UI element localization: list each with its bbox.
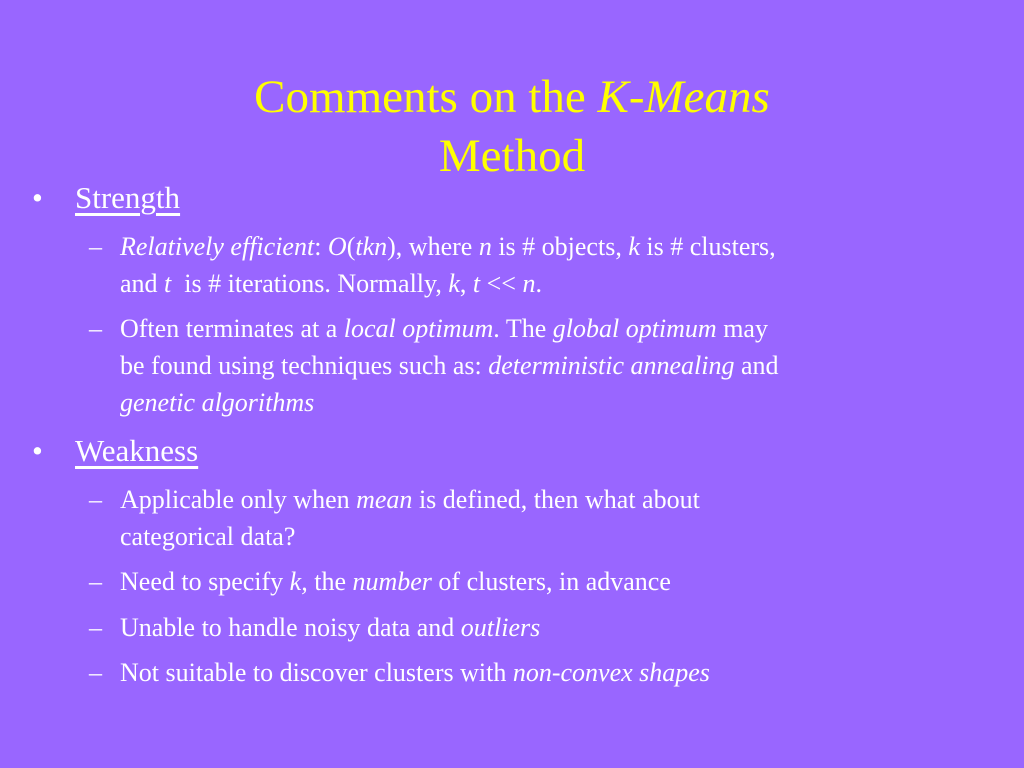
sub-dash: – (89, 232, 102, 261)
bullet-strength-heading: Strength (75, 180, 181, 215)
text-line (120, 265, 988, 302)
text-run: ), where (387, 232, 479, 261)
text-run: local optimum (343, 314, 494, 343)
strength-item-optimum-text (120, 310, 988, 421)
sub-dash: – (89, 485, 102, 514)
text-run: categorical data? (120, 522, 296, 551)
text-run: k, (289, 567, 308, 596)
sub-dash: – (89, 658, 102, 687)
text-run: be found using techniques such as: (120, 351, 489, 380)
title-line-2: Method (438, 130, 586, 182)
text-run: is # iterations. Normally, (171, 269, 449, 298)
weakness-item-mean-text (120, 481, 988, 555)
text-line (120, 384, 988, 421)
text-run: mean (356, 485, 413, 514)
strength-item-efficiency-text (120, 228, 988, 302)
sub-dash: – (89, 314, 102, 343)
sub-dash: – (89, 613, 102, 642)
title-line-1 (0, 68, 1024, 127)
bullet-dot: • (32, 180, 43, 215)
text-run: deterministic annealing (488, 351, 735, 380)
text-line (120, 481, 988, 518)
text-run: Often terminates at a (120, 314, 344, 343)
text-run: genetic algorithms (120, 388, 315, 417)
text-run: the (307, 567, 353, 596)
title-italic-text: K-Means (597, 71, 770, 123)
sub-dash: – (89, 567, 102, 596)
text-run: and (734, 351, 779, 380)
weakness-item-noise-text (120, 609, 988, 646)
text-run: Not suitable to discover clusters with (120, 658, 513, 687)
bullet-dot: • (32, 433, 43, 468)
text-line (120, 609, 988, 646)
text-run: . The (493, 314, 553, 343)
text-run: n (522, 269, 536, 298)
text-line (120, 563, 988, 600)
text-run: , (459, 269, 473, 298)
text-run: t (472, 269, 481, 298)
text-line (120, 228, 988, 265)
text-run: Need to specify (120, 567, 290, 596)
text-line (120, 518, 988, 555)
bullet-weakness-heading: Weakness (75, 433, 199, 468)
text-run: k (628, 232, 640, 261)
text-run: is # objects, (491, 232, 629, 261)
text-run: n (478, 232, 492, 261)
slide-title (0, 68, 1024, 186)
text-run: t (164, 269, 172, 298)
text-run: Unable to handle noisy data and (120, 613, 461, 642)
text-run: . (535, 269, 542, 298)
text-run: outliers (460, 613, 541, 642)
weakness-item-k-text (120, 563, 988, 600)
text-run: is # clusters, (639, 232, 776, 261)
text-run: number (352, 567, 432, 596)
text-run: ( (346, 232, 356, 261)
title-text: Comments on the (254, 71, 598, 123)
text-run: global optimum (552, 314, 717, 343)
text-line (120, 310, 988, 347)
text-run: non-convex shapes (512, 658, 710, 687)
text-run: is defined, then what about (412, 485, 700, 514)
text-line (120, 347, 988, 384)
text-run: of clusters, in advance (431, 567, 671, 596)
text-run: tkn (355, 232, 388, 261)
weakness-item-shapes-text (120, 654, 988, 691)
text-run: may (716, 314, 768, 343)
text-run: Applicable only when (120, 485, 357, 514)
text-run: k (448, 269, 460, 298)
text-line (120, 654, 988, 691)
text-run: : (314, 232, 328, 261)
text-run: O (327, 232, 347, 261)
text-run: << (480, 269, 523, 298)
text-run: and (120, 269, 165, 298)
text-run: Relatively efficient (120, 232, 315, 261)
